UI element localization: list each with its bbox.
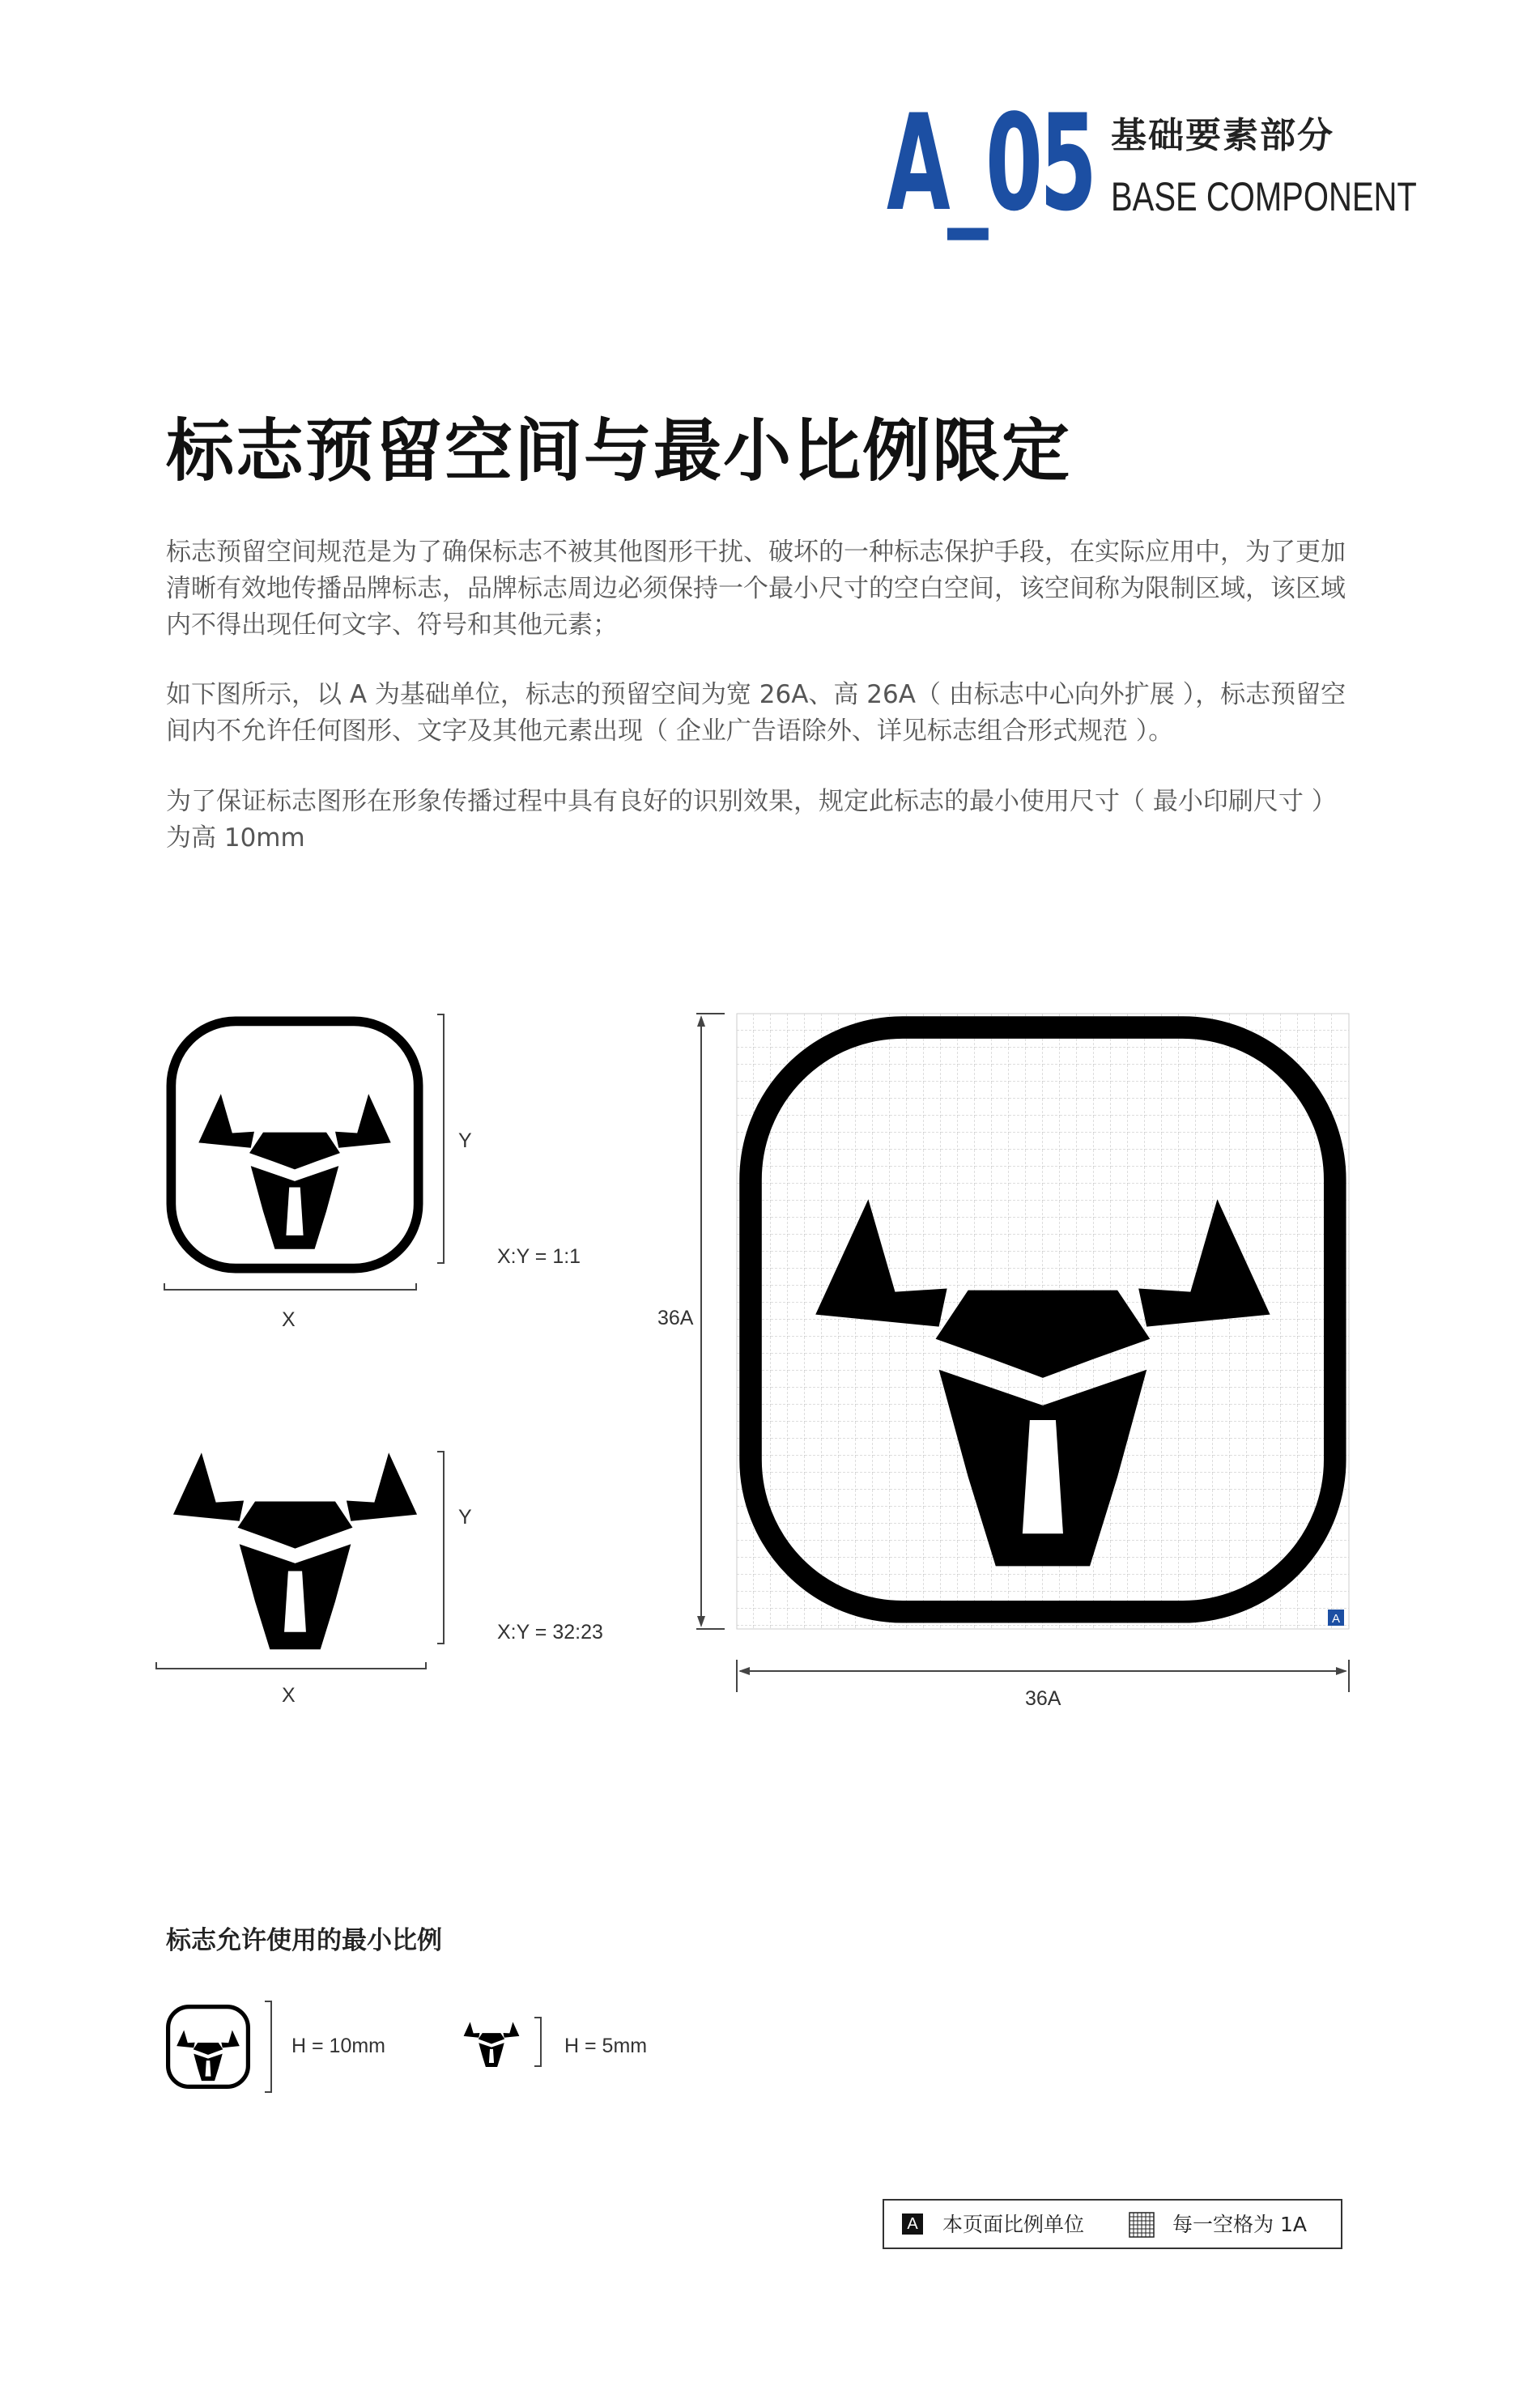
dimension-lines-1 <box>162 1012 453 1303</box>
dimension-lines-2 <box>154 1449 453 1684</box>
unit-legend <box>883 2199 1342 2249</box>
grid-dimension-lines <box>672 1012 1368 1700</box>
grid-width-label: 36A <box>1025 1687 1061 1710</box>
ratio-label-1: X:Y = 1:1 <box>497 1245 581 1268</box>
unit-marker-icon: A <box>902 2214 923 2235</box>
paragraph-3: 为了保证标志图形在形象传播过程中具有良好的识别效果，规定此标志的最小使用尺寸（ 最小印刷尺寸 ）为高 10mm <box>166 787 1337 853</box>
x-label-2: X <box>282 1684 296 1707</box>
min-size-bracket-1 <box>263 2000 279 2097</box>
grid-icon <box>1129 2212 1155 2238</box>
y-label-2: Y <box>458 1506 472 1529</box>
bull-logo-icon <box>463 2021 520 2068</box>
grid-height-label: 36A <box>657 1307 694 1329</box>
grid-unit-marker: A <box>1331 1612 1341 1626</box>
min-size-title: 标志允许使用的最小比例 <box>166 1926 442 1955</box>
y-label-1: Y <box>458 1129 472 1152</box>
unit-text: 本页面比例单位 <box>942 2213 1085 2236</box>
page-title: 标志预留空间与最小比例限定 <box>166 410 1072 491</box>
min-size-bracket-2 <box>533 2016 549 2073</box>
grid-text: 每一空格为 1A <box>1172 2213 1307 2236</box>
section-code: A_05 <box>887 86 1095 240</box>
ratio-label-2: X:Y = 32:23 <box>497 1621 603 1644</box>
paragraph-2: 如下图所示，以 A 为基础单位，标志的预留空间为宽 26A、高 26A（ 由标志中心向外扩展 ），标志预留空间内不允许任何图形、文字及其他元素出现（ 企业广告语除外、详见标志组合形式规范 ）。 <box>166 680 1346 746</box>
min-size-label-1: H = 10mm <box>291 2035 386 2057</box>
min-size-label-2: H = 5mm <box>564 2035 648 2057</box>
x-label-1: X <box>282 1308 296 1331</box>
bull-logo-icon <box>166 2005 250 2089</box>
section-title-cn: 基础要素部分 <box>1111 115 1334 156</box>
paragraph-1: 标志预留空间规范是为了确保标志不被其他图形干扰、破坏的一种标志保护手段，在实际应用中，为了更加清晰有效地传播品牌标志，品牌标志周边必须保持一个最小尺寸的空白空间，该空间称为限制区域，该区域内不得出现任何文字、符号和其他元素； <box>166 538 1346 640</box>
section-title-en: BASE COMPONENT <box>1111 174 1417 219</box>
